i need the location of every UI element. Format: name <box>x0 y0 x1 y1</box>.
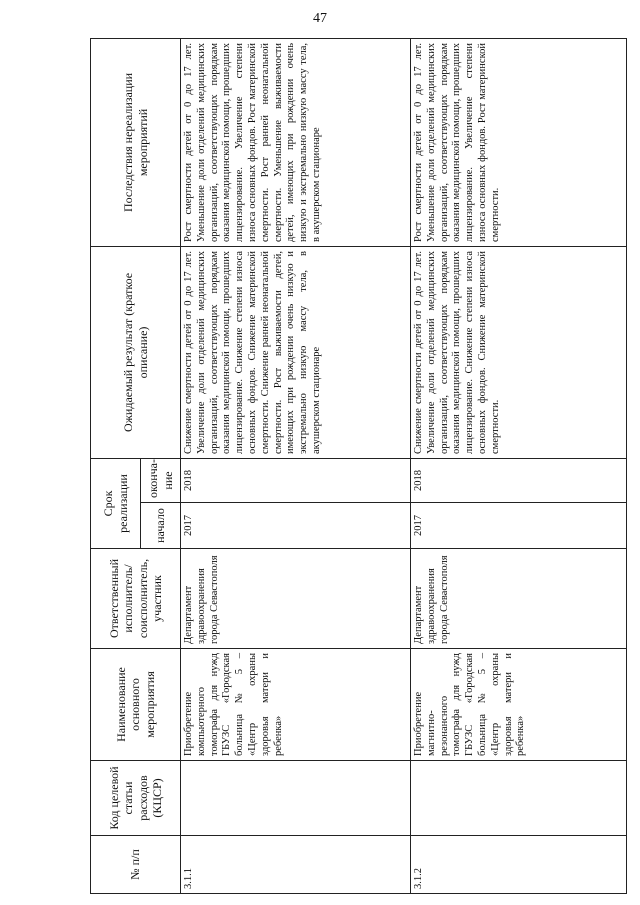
cell-start: 2017 <box>181 503 411 549</box>
cell-name: Приобретение магнитно-резонансного томографа для нужд ГБУЗС «Городская больница № 5 – «Центр охраны здоровья матери и ребенка» <box>411 649 627 761</box>
cell-num: 3.1.1 <box>181 836 411 894</box>
cell-executor: Департамент здравоохранения города Севастополя <box>411 549 627 649</box>
cell-code <box>181 761 411 836</box>
header-row-1 <box>91 38 141 893</box>
cell-end: 2018 <box>181 458 411 502</box>
header-end: оконча-ние <box>141 458 181 502</box>
cell-start: 2017 <box>411 503 627 549</box>
measures-table <box>90 38 627 894</box>
header-executor: Ответственный исполнитель/ соисполнитель, участник <box>91 549 181 649</box>
header-code: Код целевой статьи расходов (КЦСР) <box>91 761 181 836</box>
cell-consequence: Рост смертности детей от 0 до 17 лет. Уменьшение доли отделений медицинских организаций, соответствующих порядкам оказания медицинской помощи, прошедших лицензирование. Увеличение степени износа основных фондов. Рост материнской смертности. <box>411 38 627 246</box>
cell-result: Снижение смертности детей от 0 до 17 лет. Увеличение доли отделений медицинских организаций, соответствующих порядкам оказания медицинской помощи, прошедших лицензирование. Снижение степени износа основных фондов. Снижение материнской смертности. <box>411 246 627 458</box>
header-start: начало <box>141 503 181 549</box>
header-consequence: Последствия нереализации мероприятий <box>91 38 181 246</box>
header-term: Срок реализации <box>91 458 141 548</box>
page-number: 47 <box>313 11 327 26</box>
header-result: Ожидаемый результат (краткое описание) <box>91 246 181 458</box>
header-num: № п/п <box>91 836 181 894</box>
cell-end: 2018 <box>411 458 627 502</box>
table-row <box>181 38 411 893</box>
cell-code <box>411 761 627 836</box>
cell-executor: Департамент здравоохранения города Севастополя <box>181 549 411 649</box>
rotated-table-container <box>90 39 626 894</box>
header-name: Наименование основного мероприятия <box>91 649 181 761</box>
cell-num: 3.1.2 <box>411 836 627 894</box>
cell-result: Снижение смертности детей от 0 до 17 лет. Увеличение доли отделений медицинских организаций, соответствующих порядкам оказания медицинской помощи, прошедших лицензирование. Снижение степени износа основных фондов. Снижение материнской смертности. Снижение ранней неонатальной смертности. Рост выживаемости детей, имеющих при рождении очень низкую и экстремально низкую массу тела, в акушерском стационаре <box>181 246 411 458</box>
cell-consequence: Рост смертности детей от 0 до 17 лет. Уменьшение доли отделений медицинских организаций, соответствующих порядкам оказания медицинской помощи, прошедших лицензирование. Увеличение степени износа основных фондов. Рост материнской смертности. Рост ранней неонатальной смертности. Уменьшение выживаемости детей, имеющих при рождении очень низкую и экстремально низкую массу тела, в акушерском стационаре <box>181 38 411 246</box>
table-row <box>411 38 627 893</box>
cell-name: Приобретение компьютерного томографа для нужд ГБУЗС «Городская больница № 5 – «Центр охраны здоровья матери и ребенка» <box>181 649 411 761</box>
